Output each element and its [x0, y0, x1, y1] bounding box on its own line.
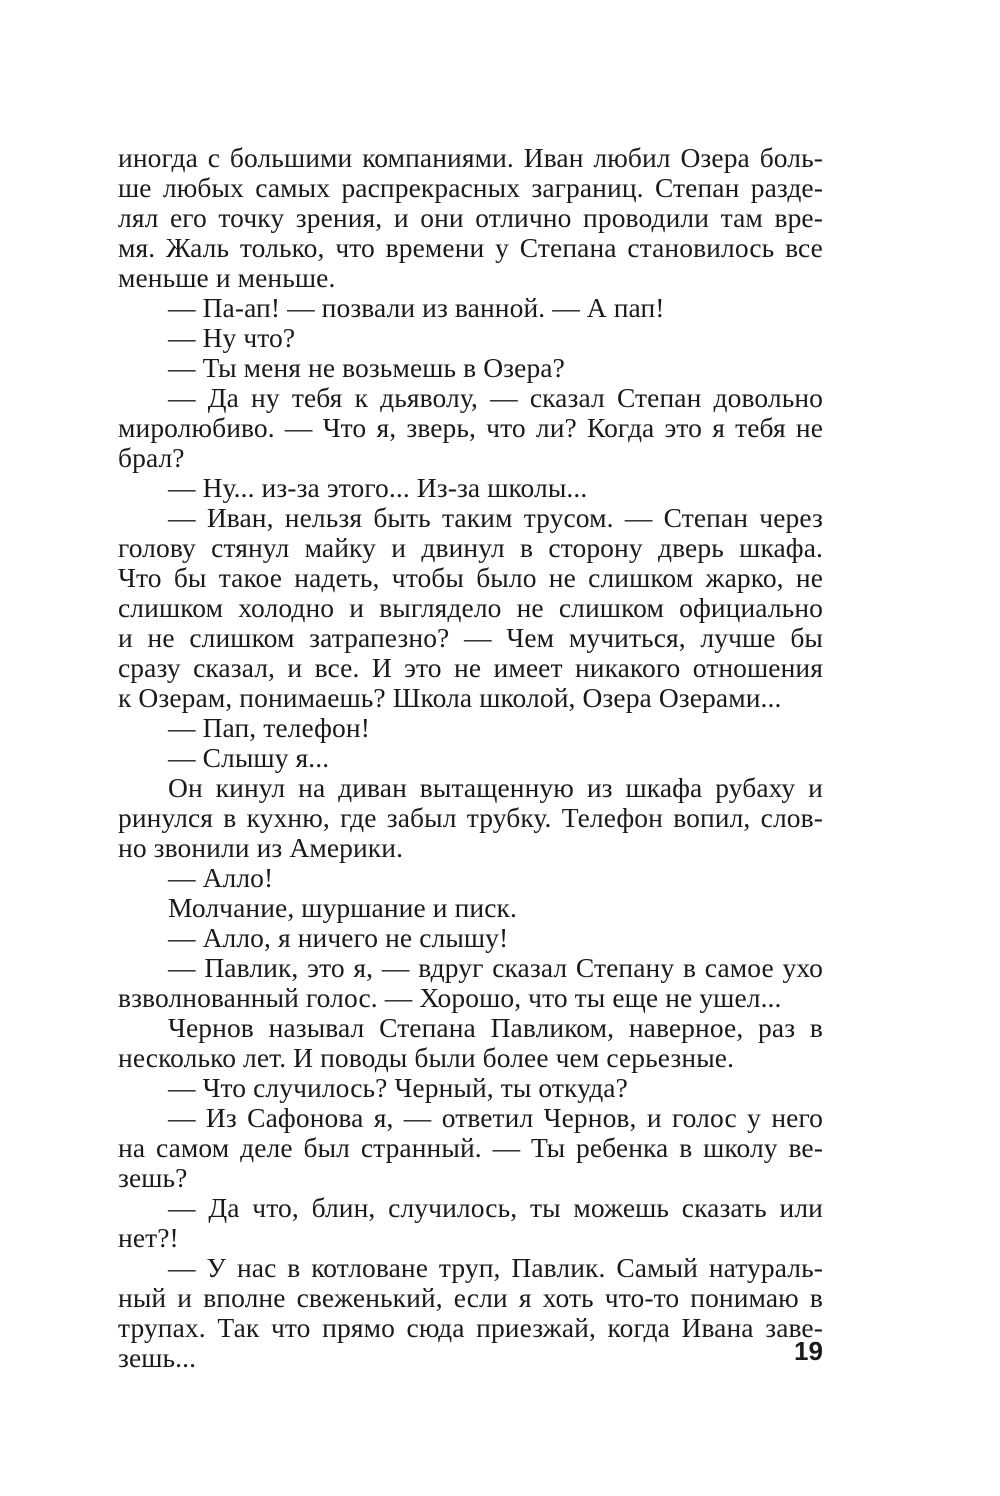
- text-line: взволнованный голос. — Хорошо, что ты еще не ушел...: [118, 982, 782, 1013]
- text-line: Молчание, шуршание и писк.: [168, 892, 517, 923]
- text-line: — Ну что?: [168, 322, 296, 353]
- text-line: на самом деле был странный. — Ты ребенка в школу ве-: [118, 1132, 823, 1163]
- text-line: — Что случилось? Черный, ты откуда?: [168, 1072, 628, 1103]
- text-line: — Ну... из-за этого... Из-за школы...: [168, 472, 588, 503]
- text-line: Что бы такое надеть, чтобы было не слишком жарко, не: [118, 562, 823, 593]
- text-line: зешь?: [118, 1162, 188, 1193]
- text-line: — Да что, блин, случилось, ты можешь сказать или: [168, 1192, 823, 1223]
- text-line: меньше и меньше.: [118, 262, 336, 293]
- text-line: и не слишком затрапезно? — Чем мучиться, лучше бы: [118, 622, 823, 653]
- text-line: но звонили из Америки.: [118, 832, 404, 863]
- text-line: — Алло!: [168, 862, 274, 893]
- text-line: мя. Жаль только, что времени у Степана становилось все: [118, 232, 823, 263]
- text-line: нет?!: [118, 1222, 179, 1253]
- text-line: миролюбиво. — Что я, зверь, что ли? Когда это я тебя не: [118, 412, 823, 443]
- text-line: иногда с большими компаниями. Иван любил Озера боль-: [118, 142, 823, 173]
- text-line: — Да ну тебя к дьяволу, — сказал Степан довольно: [168, 382, 823, 413]
- text-line: слишком холодно и выглядело не слишком официально: [118, 592, 823, 623]
- text-line: — Ты меня не возьмешь в Озера?: [168, 352, 565, 383]
- text-line: — Алло, я ничего не слышу!: [168, 922, 509, 953]
- text-line: Чернов называл Степана Павликом, наверное, раз в: [168, 1012, 823, 1043]
- text-line: ный и вполне свеженький, если я хоть что-то понимаю в: [118, 1282, 823, 1313]
- text-line: трупах. Так что прямо сюда приезжай, когда Ивана заве-: [118, 1312, 823, 1343]
- text-line: — Па-ап! — позвали из ванной. — А пап!: [168, 292, 665, 323]
- text-line: Он кинул на диван вытащенную из шкафа рубаху и: [168, 772, 823, 803]
- text-line: ше любых самых распрекрасных заграниц. Степан разде-: [118, 172, 823, 203]
- text-line: — Иван, нельзя быть таким трусом. — Степан через: [168, 502, 823, 533]
- text-line: лял его точку зрения, и они отлично проводили там вре-: [118, 202, 823, 233]
- text-line: — Из Сафонова я, — ответил Чернов, и голос у него: [168, 1102, 823, 1133]
- text-line: несколько лет. И поводы были более чем серьезные.: [118, 1042, 735, 1073]
- text-line: — Пап, телефон!: [168, 712, 370, 743]
- text-line: сразу сказал, и все. И это не имеет никакого отношения: [118, 652, 823, 683]
- text-line: ринулся в кухню, где забыл трубку. Телефон вопил, слов-: [118, 802, 823, 833]
- text-line: — У нас в котловане труп, Павлик. Самый натураль-: [168, 1252, 823, 1283]
- text-line: — Павлик, это я, — вдруг сказал Степану в самое ухо: [168, 952, 823, 983]
- text-line: брал?: [118, 442, 185, 473]
- text-line: к Озерам, понимаешь? Школа школой, Озера Озерами...: [118, 682, 782, 713]
- text-line: — Слышу я...: [168, 742, 330, 773]
- page-number: 19: [794, 1336, 823, 1366]
- text-line: голову стянул майку и двинул в сторону дверь шкафа.: [118, 532, 823, 563]
- text-line: зешь...: [118, 1342, 197, 1373]
